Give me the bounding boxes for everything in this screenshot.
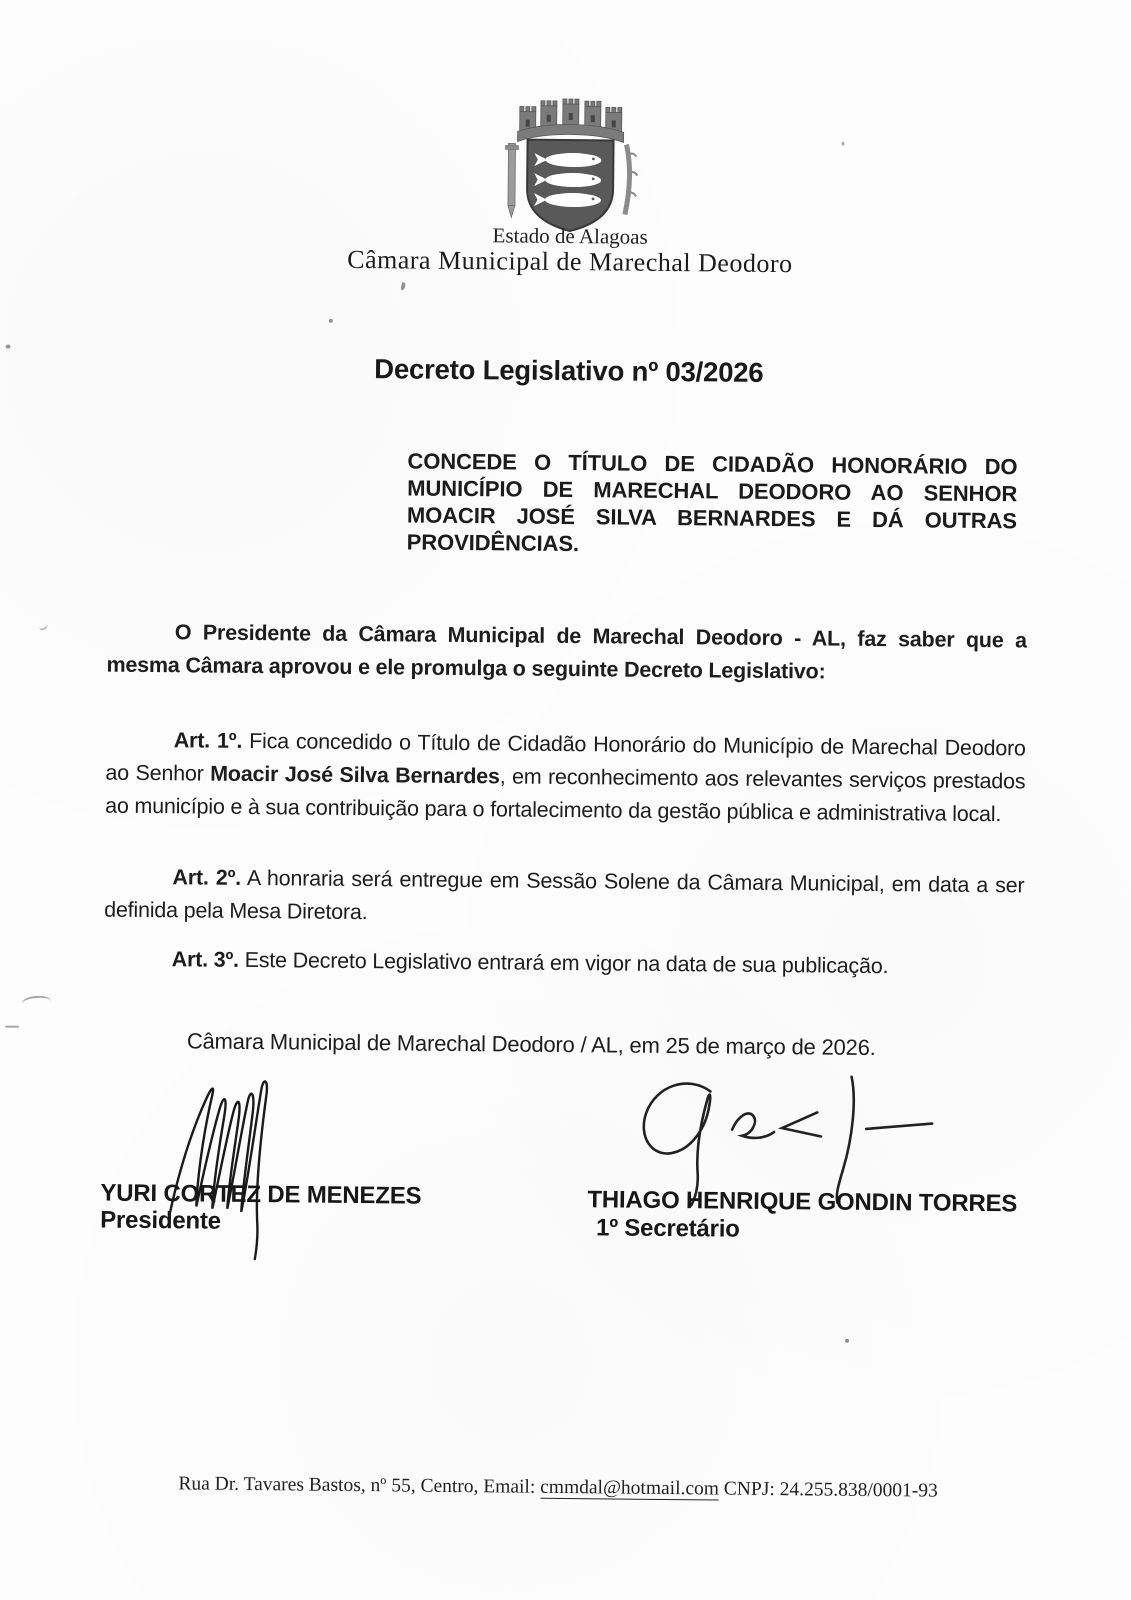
scan-artifact bbox=[400, 282, 406, 291]
article-1-label: Art. 1º. bbox=[173, 727, 243, 753]
scan-artifact bbox=[842, 142, 845, 146]
scan-artifact bbox=[21, 995, 52, 1012]
sword-icon bbox=[505, 143, 519, 217]
preamble: O Presidente da Câmara Municipal de Marechal Deodoro - AL, faz saber que a mesma Câmara aprovou e ele promulga o seguinte Decreto Legislativo: bbox=[106, 619, 1027, 683]
article-1 bbox=[105, 723, 1026, 831]
decree-title: Decreto Legislativo nº 03/2026 bbox=[374, 353, 764, 388]
article-3 bbox=[104, 942, 1024, 984]
scan-artifact bbox=[6, 345, 11, 349]
scan-artifact bbox=[329, 319, 333, 323]
article-2-label: Art. 2º. bbox=[172, 864, 242, 890]
fish-icons bbox=[534, 153, 602, 208]
mural-crown-icon bbox=[518, 99, 624, 143]
article-3-text: Este Decreto Legislativo entrará em vigor na data de sua publicação. bbox=[238, 947, 889, 978]
footer-address: Rua Dr. Tavares Bastos, nº 55, Centro, Email: bbox=[178, 1473, 541, 1498]
institution-name: Câmara Municipal de Marechal Deodoro bbox=[347, 244, 793, 279]
footer-email: cmmdal@hotmail.com bbox=[540, 1476, 720, 1500]
scan-artifact bbox=[845, 1339, 849, 1343]
dateline: Câmara Municipal de Marechal Deodoro / AL, em 25 de março de 2026. bbox=[186, 1028, 876, 1060]
state-name: Estado de Alagoas bbox=[492, 223, 648, 249]
article-1-text-before: Fica concedido o Título de Cidadão Honorário do Município de Marechal Deodoro ao Senhor bbox=[105, 728, 1026, 786]
scan-artifact bbox=[5, 1026, 19, 1028]
president-role: Presidente bbox=[100, 1206, 222, 1235]
footer-cnpj: CNPJ: 24.255.838/0001-93 bbox=[718, 1478, 938, 1502]
article-3-label: Art. 3º. bbox=[171, 946, 239, 972]
branch-icon bbox=[625, 145, 638, 215]
decree-summary: CONCEDE O TÍTULO DE CIDADÃO HONORÁRIO DO MUNICÍPIO DE MARECHAL DEODORO AO SENHOR MOACIR JOSÉ SILVA BERNARDES E DÁ OUTRAS PROVIDÊNCIAS. bbox=[406, 448, 1018, 557]
article-1-text-after: , em reconhecimento aos relevantes serviços prestados ao município e à sua contribuição para o fortalecimento da gestão pública e administrativa local. bbox=[105, 763, 1026, 826]
municipal-coat-of-arms-icon bbox=[489, 93, 652, 235]
secretary-name: THIAGO HENRIQUE GONDIN TORRES bbox=[587, 1186, 1018, 1218]
article-2-text: A honraria será entregue em Sessão Solene da Câmara Municipal, em data a ser definida pela Mesa Diretora. bbox=[104, 865, 1025, 924]
president-name: YURI CORTEZ DE MENEZES bbox=[100, 1179, 422, 1210]
secretary-role: 1º Secretário bbox=[595, 1214, 740, 1243]
honoree-name: Moacir José Silva Bernardes bbox=[210, 761, 500, 788]
footer-line bbox=[0, 1472, 1124, 1505]
article-2 bbox=[104, 860, 1025, 935]
scan-artifact bbox=[38, 620, 49, 631]
